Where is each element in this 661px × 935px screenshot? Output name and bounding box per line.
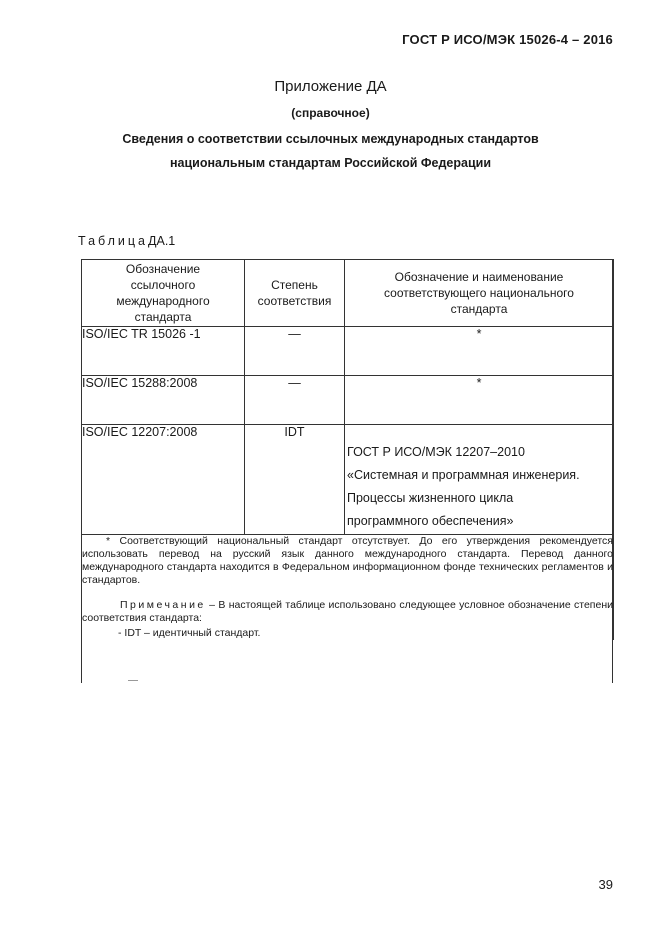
national-standard-line: ГОСТ Р ИСО/МЭК 12207–2010 [347,445,525,459]
table-caption-word: Таблица [78,234,149,248]
appendix-heading-line-1: Сведения о соответствии ссылочных международных стандартов [122,132,539,146]
remark-item: - IDT – идентичный стандарт. [118,627,261,639]
degree-cell: — [245,376,345,425]
table-header-row [82,260,614,327]
table-caption-number: ДА.1 [148,234,176,248]
appendix-title: Приложение ДА [274,78,387,95]
remark-paragraph [82,599,613,625]
table-notes-row [82,535,614,641]
appendix-status: (справочное) [291,106,370,120]
degree-cell: — [245,327,345,376]
national-standard-line: Процессы жизненного цикла [347,491,514,505]
column-header-national-standard: Обозначение и наименование соответствующего национального стандарта [345,260,614,327]
national-standard-cell: * [345,376,614,425]
national-standard-cell [345,425,614,535]
national-standard-cell: * [345,327,614,376]
standard-code-header: ГОСТ Р ИСО/МЭК 15026-4 – 2016 [402,32,613,47]
appendix-heading [0,127,661,175]
footnote-text: * Соответствующий национальный стандарт отсутствует. До его утверждения рекомендуется использовать перевод на русский язык данного международного стандарта. Перевод данного международного стандарта находится в Федеральном информационном фонде технических регламентов и стандартов. [82,535,613,586]
remark-text: – В настоящей таблице использовано следующее условное обозначение степени соответствия стандарта: [82,599,613,624]
table-row [82,376,614,425]
table-notes-cell [82,535,614,641]
international-standard-cell: ISO/IEC 15288:2008 [82,376,245,425]
table-row [82,425,614,535]
international-standard-cell: ISO/IEC TR 15026 -1 [82,327,245,376]
column-header-international-standard: Обозначение ссылочного международного стандарта [82,260,245,327]
scan-artifact-divider [128,680,138,681]
conformity-table [81,259,614,640]
international-standard-cell: ISO/IEC 12207:2008 [82,425,245,535]
national-standard-line: программного обеспечения» [347,514,514,528]
appendix-heading-line-2: национальным стандартам Российской Федерации [169,156,492,170]
national-standard-line: «Системная и программная инженерия. [347,468,580,482]
remark-label: Примечание [120,599,206,611]
column-header-degree: Степень соответствия [245,260,345,327]
degree-cell: IDT [245,425,345,535]
page-number: 39 [598,877,613,892]
table-row [82,327,614,376]
table-caption [78,234,175,248]
